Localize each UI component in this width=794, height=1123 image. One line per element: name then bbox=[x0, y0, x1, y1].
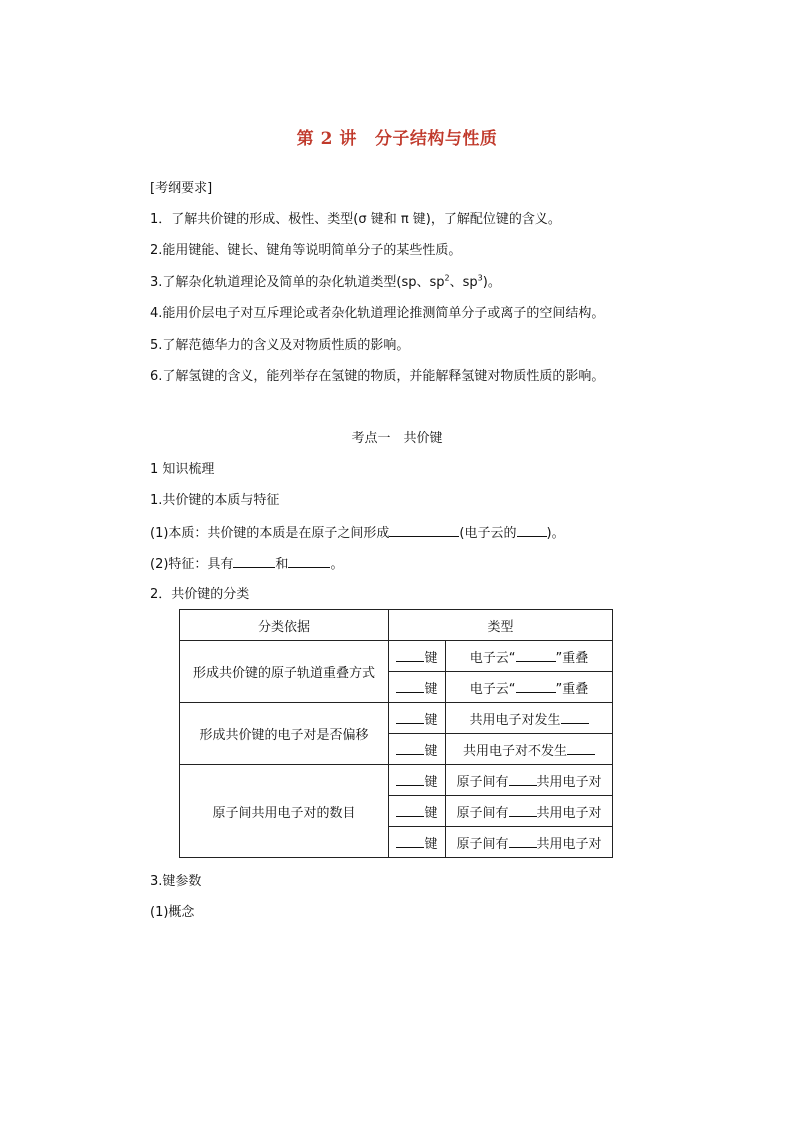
fill-blank[interactable] bbox=[396, 834, 424, 848]
paragraph-essence: (1)本质：共价键的本质是在原子之间形成 (电子云的 )。 bbox=[150, 523, 565, 543]
header-basis: 分类依据 bbox=[180, 610, 389, 641]
fill-blank[interactable] bbox=[396, 679, 424, 693]
fill-blank[interactable] bbox=[516, 679, 556, 693]
requirements-heading: [考纲要求] bbox=[150, 181, 213, 196]
basis-cell: 形成共价键的电子对是否偏移 bbox=[180, 703, 389, 765]
key-cell: 键 bbox=[389, 796, 446, 827]
fill-blank[interactable] bbox=[396, 710, 424, 724]
fill-blank[interactable] bbox=[396, 803, 424, 817]
table-row bbox=[180, 641, 613, 672]
fill-blank[interactable] bbox=[288, 554, 330, 568]
fill-blank[interactable] bbox=[396, 772, 424, 786]
fill-blank[interactable] bbox=[389, 523, 459, 537]
requirement-6: 6.了解氢键的含义，能列举存在氢键的物质，并能解释氢键对物质性质的影响。 bbox=[150, 369, 605, 384]
type-cell: 电子云“ ”重叠 bbox=[446, 641, 613, 672]
requirement-1: 1．了解共价键的形成、极性、类型(σ 键和 π 键)，了解配位键的含义。 bbox=[150, 212, 561, 227]
key-cell: 键 bbox=[389, 734, 446, 765]
classification-table bbox=[179, 609, 613, 858]
key-cell: 键 bbox=[389, 765, 446, 796]
fill-blank[interactable] bbox=[509, 772, 537, 786]
fill-blank[interactable] bbox=[509, 834, 537, 848]
section-subheading: 1 知识梳理 bbox=[150, 462, 215, 477]
fill-blank[interactable] bbox=[509, 803, 537, 817]
key-cell: 键 bbox=[389, 703, 446, 734]
fill-blank[interactable] bbox=[517, 523, 547, 537]
paragraph-concept: (1)概念 bbox=[150, 905, 195, 920]
key-cell: 键 bbox=[389, 641, 446, 672]
type-cell: 原子间有 共用电子对 bbox=[446, 765, 613, 796]
header-type: 类型 bbox=[389, 610, 613, 641]
fill-blank[interactable] bbox=[567, 741, 595, 755]
basis-cell: 形成共价键的原子轨道重叠方式 bbox=[180, 641, 389, 703]
paragraph-bond-parameters: 3.键参数 bbox=[150, 874, 202, 889]
chapter-topic: 分子结构与性质 bbox=[374, 129, 498, 149]
chapter-label: 第 2 讲 bbox=[296, 129, 357, 149]
requirement-5: 5.了解范德华力的含义及对物质性质的影响。 bbox=[150, 338, 410, 353]
type-cell: 共用电子对发生 bbox=[446, 703, 613, 734]
key-cell: 键 bbox=[389, 672, 446, 703]
paragraph-feature: (2)特征：具有 和 。 bbox=[150, 554, 343, 574]
section-heading: 考点一 共价键 bbox=[351, 431, 443, 446]
requirement-4: 4.能用价层电子对互斥理论或者杂化轨道理论推测简单分子或离子的空间结构。 bbox=[150, 306, 605, 321]
table-row bbox=[180, 765, 613, 796]
page-title bbox=[0, 124, 794, 149]
type-cell: 共用电子对不发生 bbox=[446, 734, 613, 765]
paragraph-essence-title: 1.共价键的本质与特征 bbox=[150, 493, 280, 508]
type-cell: 原子间有 共用电子对 bbox=[446, 827, 613, 858]
type-cell: 电子云“ ”重叠 bbox=[446, 672, 613, 703]
fill-blank[interactable] bbox=[396, 648, 424, 662]
requirement-2: 2.能用键能、键长、键角等说明简单分子的某些性质。 bbox=[150, 243, 462, 258]
basis-cell: 原子间共用电子对的数目 bbox=[180, 765, 389, 858]
requirement-3: 3.了解杂化轨道理论及简单的杂化轨道类型(sp、$sp^2$、$sp^3$)。 bbox=[150, 273, 501, 290]
key-cell: 键 bbox=[389, 827, 446, 858]
fill-blank[interactable] bbox=[233, 554, 275, 568]
table-row bbox=[180, 703, 613, 734]
fill-blank[interactable] bbox=[516, 648, 556, 662]
fill-blank[interactable] bbox=[561, 710, 589, 724]
fill-blank[interactable] bbox=[396, 741, 424, 755]
table-header-row bbox=[180, 610, 613, 641]
type-cell: 原子间有 共用电子对 bbox=[446, 796, 613, 827]
paragraph-classification: 2．共价键的分类 bbox=[150, 587, 250, 602]
